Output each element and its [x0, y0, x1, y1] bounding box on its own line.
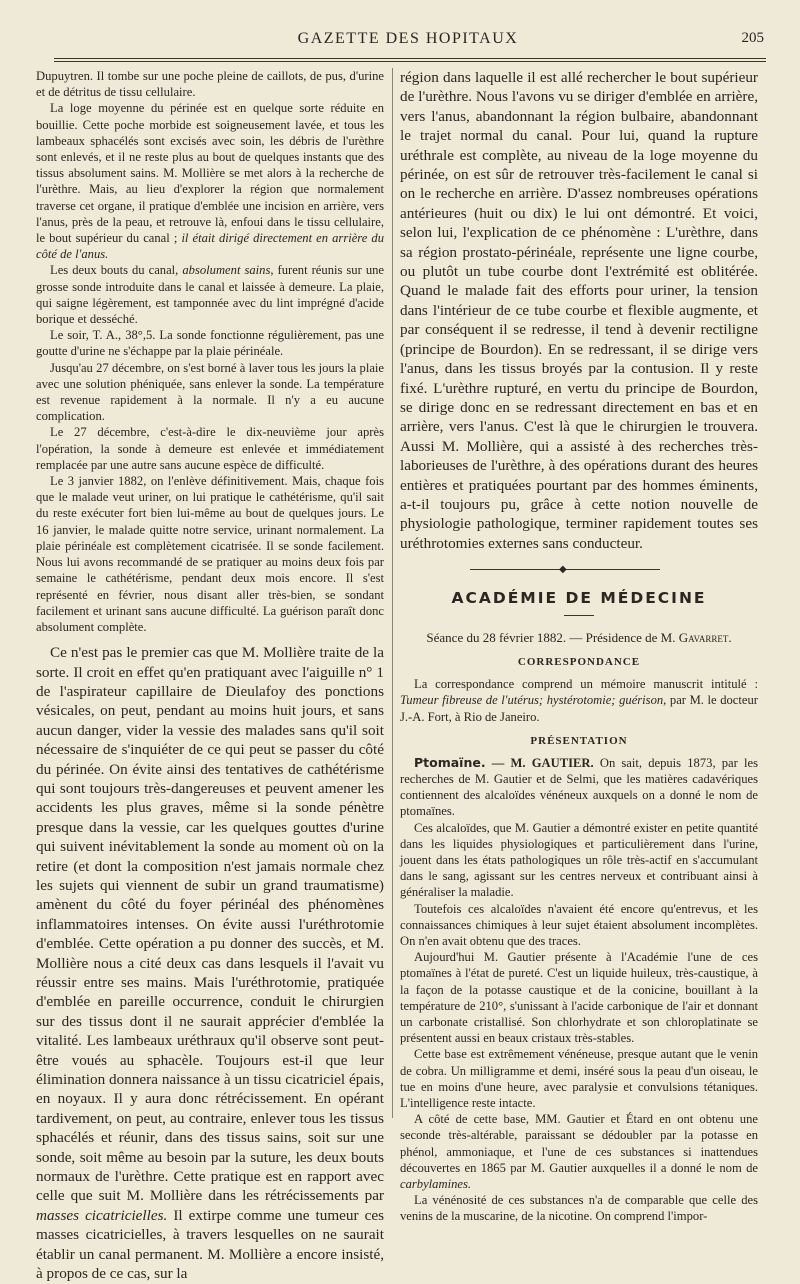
- short-rule: [564, 615, 594, 616]
- paragraph: La correspondance comprend un mémoire manuscrit intitulé : Tumeur fibreuse de l'utérus; hystérotomie; guérison, par M. le docteur J.-A. Fort, à Rio de Janeiro.: [400, 677, 758, 724]
- italic-text: absolument sains: [182, 263, 271, 278]
- session-line: Séance du 28 février 1882. — Présidence de M. Gavarret.: [426, 630, 732, 646]
- presentation-text: [400, 755, 758, 1225]
- italic-text: carbylamines.: [400, 1177, 471, 1192]
- author-name: — M. GAUTIER.: [491, 755, 594, 770]
- paragraph: A côté de cette base, MM. Gautier et Étard en ont obtenu une seconde très-altérable, paraissant se dédoubler par la potasse en phénol, ammoniaque, et l'une de ces substances si inattendues découvertes en 1865 par M. Gautier auxquelles il a donné le nom de carbylamines.: [400, 1112, 758, 1192]
- paragraph: Le 3 janvier 1882, on l'enlève définitivement. Mais, chaque fois que le malade veut uriner, on lui pratique le cathétérisme, qu'il sait du reste exécuter fort bien lui-même au bout de quelques jours. Le 16 janvier, le malade quitte notre service, urinant normalement. La plaie périnéale est complètement cicatrisée. Il se sonde facilement. Nous lui avons recommandé de se pratiquer au moins deux fois par semaine le cathétérisme, pendant deux mois encore. Il s'est représenté en février, nous disant aller très-bien, se sondant facilement et urinant sans aucune difficulté. La guérison paraît donc absolument complète.: [36, 474, 384, 634]
- paragraph: région dans laquelle il est allé rechercher le bout supérieur de l'urèthre. Nous l'avons vu se diriger d'emblée en arrière, vers l'anus, abandonnant la région bulbaire, abandonnant le trajet normal du canal. Pour lui, quand la rupture uréthrale est complète, au niveau de la loge moyenne du périnée, on est sûr de retrouver très-facilement le canal si on le recherche en arrière. D'assez nombreuses opérations antérieures (huit ou dix) le lui ont démontré. Et voici, selon lui, l'explication de ce phénomène : L'urèthre, dans sa région prostato-périnéale, représente une ligne courbe, ou plutôt un tube courbe dont l'extrémité est oblitérée. Quand le malade fait des efforts pour uriner, la tension dans l'intérieur de ce tube courbe et flexible augmente, et par conséquent il se redresse, il tend à devenir rectiligne (principe de Bourdon). En se redressant, il se dirige vers l'anus, dans les tissus broyés par la contusion. Il y reste fixé. L'urèthre rupturé, en vertu du principe de Bourdon, se dirige donc en se redressant directement en bas et en arrière, vers l'anus. C'est là que le chirurgien le trouvera. Aussi M. Mollière, qui a assisté à des recherches très-laborieuses de l'urèthre, à des opérations durant des heures entières et pratiquées pourtant par des hommes éminents, a-t-il toujours pu, grâce à cette notion nouvelle de physiologie pathologique, terminer rapidement toutes ses uréthrotomies externes sans conducteur.: [400, 69, 758, 552]
- paragraph: Les deux bouts du canal, absolument sains, furent réunis sur une grosse sonde introduite dans le canal et laissée à demeure. La plaie, qui saigne légèrement, est tamponnée avec du lint imprégné d'acide borique et desséché.: [36, 263, 384, 327]
- correspondance-text: [400, 676, 758, 725]
- subsection-heading: CORRESPONDANCE: [517, 656, 641, 669]
- italic-text: masses cicatricielles.: [36, 1206, 168, 1224]
- ornament-icon: ◆: [559, 564, 567, 576]
- commentary-continued: [400, 68, 758, 553]
- section-title: ACADÉMIE DE MÉDECINE: [451, 589, 707, 608]
- header-rule: [54, 58, 766, 59]
- paragraph: Le 27 décembre, c'est-à-dire le dix-neuvième jour après l'opération, la sonde à demeure est enlevée et immédiatement remplacée par une autre sans aucune espèce de difficulté.: [36, 425, 384, 472]
- journal-title: GAZETTE DES HOPITAUX: [297, 30, 519, 47]
- paragraph: Le soir, T. A., 38°,5. La sonde fonctionne régulièrement, pas une goutte d'urine ne s'échappe par la plaie périnéale.: [36, 328, 384, 359]
- column-divider: [392, 68, 393, 1118]
- page-number: 205: [741, 30, 764, 46]
- case-report-small-text: [36, 68, 384, 635]
- paragraph: Ces alcaloïdes, que M. Gautier a démontré exister en petite quantité dans les liquides physiologiques et particulièrement dans l'urine, jouent dans les états pathologiques un rôle très-actif en s'accumulant dans le sang, agissant sur les centres nerveux et contribuant ainsi à généraliser la maladie.: [400, 820, 758, 900]
- paragraph: La vénénosité de ces substances n'a de comparable que celle des venins de la muscarine, de la nicotine. On comprend l'impor-: [400, 1193, 758, 1224]
- paragraph: Ce n'est pas le premier cas que M. Mollière traite de la sorte. Il croit en effet qu'en pratiquant avec l'aiguille n° 1 de l'aspirateur capillaire de Dieulafoy des ponctions vésicales, on peut, pendant au moins huit jours, et sans aucun danger, vider la vessie des malades sans qu'il soit nécessaire de s'inquiéter de ce qui peut se passer du côté du périnée. On évite ainsi des tentatives de cathétérisme qui sont toujours très-dangereuses et peuvent amener les accidents les plus graves, même si la sonde pénètre presque dans la vessie, car les quelques gouttes d'urine qui suivent inévitablement la sonde au moment où on la retire (et dont la composition n'est jamais normale chez les sujets qui viennent de subir un grand traumatisme) amènent du côté du foyer périnéal des phénomènes inflammatoires intenses. On évite aussi l'uréthrotomie d'emblée. Cette opération a pu donner des succès, et M. Mollière nous a cité deux cas dans lesquels il l'avait vu réussir entre ses mains. Mais l'uréthrotomie, pratiquée d'emblée en pareille occurrence, conduit le chirurgien sur des tissus dont il ne saurait apprécier d'emblée la vitalité. Les lambeaux uréthraux qu'il observe sont peut-être voués au sphacèle. Toujours est-il que leur élimination donnera naissance à un tissu cicatriciel épais, en noyaux. Il y aura donc rétrécissement. En opérant tardivement, on peut, au contraire, enlever tous les tissus sphacélés et réunir, dans des tissus sains, soit sur une sonde, soit même au besoin par la suture, les deux bouts normaux de l'urèthre. Cette pratique est en rapport avec celle que suit M. Mollière dans les rétrécissements par masses cicatricielles. Il extirpe comme une tumeur ces masses cicatricielles, à travers lesquelles on ne saurait établir un canal permanent. M. Mollière a encore insisté, à propos de ce cas, sur la: [36, 644, 384, 1283]
- president-name: Gavarret.: [678, 630, 732, 646]
- right-column: [400, 68, 758, 1225]
- italic-text: Tumeur fibreuse de l'utérus; hystérotomie; guérison,: [400, 693, 667, 708]
- paragraph: Ptomaïne. — M. GAUTIER. On sait, depuis 1873, par les recherches de M. Gautier et de Selmi, que les matières cadavériques contiennent des alcaloïdes vénéneux auxquels on a donné le nom de ptomaïnes.: [400, 754, 758, 819]
- subsection-heading: PRÉSENTATION: [530, 734, 628, 747]
- header-rule-thin: [54, 61, 766, 62]
- paragraph: Aujourd'hui M. Gautier présente à l'Académie l'une de ces ptomaïnes à l'état de pureté. C'est un liquide huileux, très-caustique, à la façon de la potasse caustique et de la conicine, bouillant à la température de 210°, s'unissant à l'acide carbonique de l'air et donnant un carbonate cristallisé. Son chlorhydrate et son chloroplatinate se présentent aussi en beaux cristaux très-stables.: [400, 950, 758, 1046]
- paragraph: La loge moyenne du périnée est en quelque sorte réduite en bouillie. Cette poche morbide est soigneusement lavée, et tous les lambeaux sphacélés sont excisés avec soin, les débris de l'urèthre sont enlevés, et il ne reste plus au bout de quelques instants que des tissus absolument sains. M. Mollière se met alors à la recherche de l'urèthre. Mais, au lieu d'explorer la région que normalement traverse cet organe, il pratique d'emblée une incision en arrière, vers l'anus, près de la peau, et retrouve là, enfoui dans le tissu cellulaire, le bout supérieur du canal ; il était dirigé directement en arrière du côté de l'anus.: [36, 101, 384, 262]
- paragraph: Toutefois ces alcaloïdes n'avaient été encore qu'entrevus, et les connaissances chimiques à leur sujet étaient absolument incomplètes. On n'en avait obtenu que des traces.: [400, 901, 758, 948]
- paragraph: Dupuytren. Il tombe sur une poche pleine de caillots, de pus, d'urine et de détritus de tissu cellulaire.: [36, 69, 384, 100]
- commentary-text: [36, 643, 384, 1283]
- left-column: [36, 68, 384, 1284]
- italic-text: il était dirigé directement en arrière du côté de l'anus.: [36, 231, 384, 262]
- paragraph: Cette base est extrêmement vénéneuse, presque autant que le venin de cobra. Un milligramme et demi, inséré sous la peau d'un oiseau, le tue en moins d'une heure, avec paralysie et convulsions tétaniques. L'intelligence reste intacte.: [400, 1047, 758, 1111]
- paragraph: Jusqu'au 27 décembre, on s'est borné à laver tous les jours la plaie avec une solution phéniquée, sans enlever la sonde. La température est revenue rapidement à la normale. Il n'y a eu aucune complication.: [36, 360, 384, 424]
- section-separator: [400, 553, 758, 587]
- run-in-heading: Ptomaïne.: [414, 754, 486, 770]
- page-header: [52, 30, 764, 52]
